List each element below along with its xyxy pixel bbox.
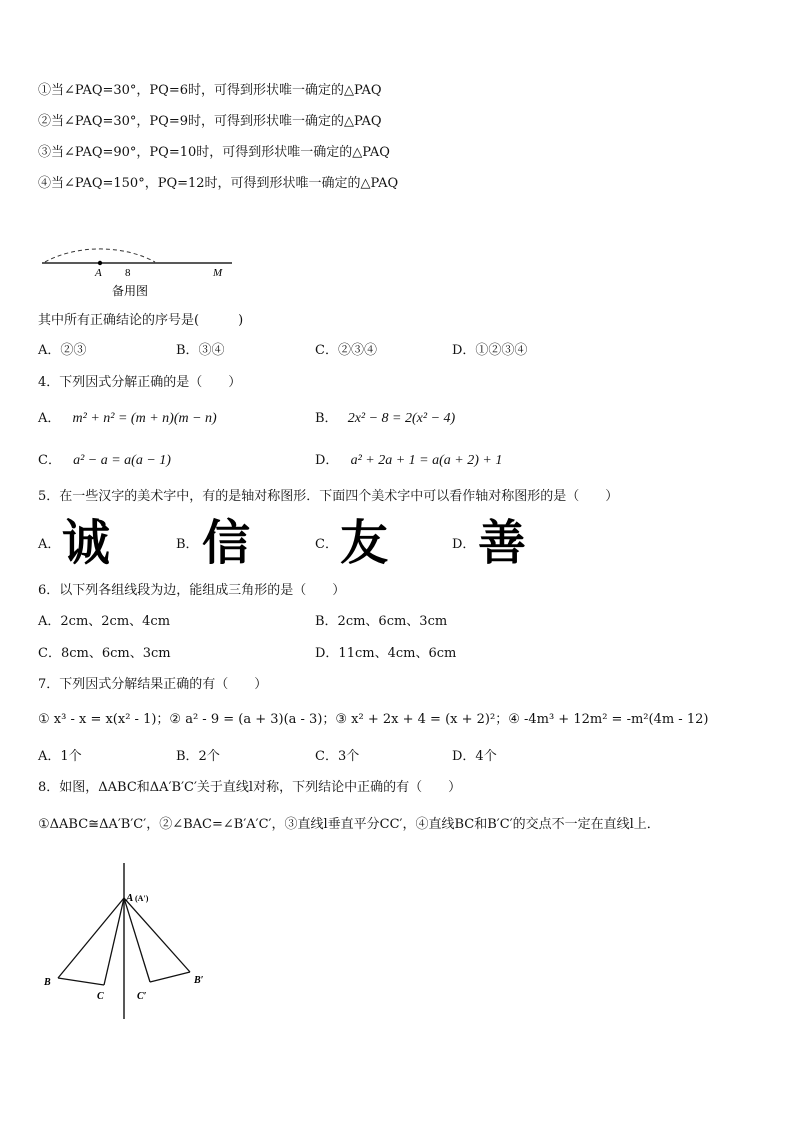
q5-option-d-label: D． [452,537,476,552]
q3-statement-2: ②当∠PAQ=30°，PQ=9时，可得到形状唯一确定的△PAQ [38,114,382,129]
q4-option-c-label: C． [38,453,61,468]
q5-option-b-label: B． [176,537,199,552]
q3-label-m: M [213,267,223,279]
q6-option-a: A．2cm、2cm、4cm [38,614,171,629]
q4-option-c-expr: a² − a = a(a − 1) [73,453,171,468]
q3-option-a: A．②③ [38,343,87,358]
q8-figure [30,855,230,1025]
q4-option-a-label: A． [38,411,61,426]
q8-segment-b2c2 [150,972,190,982]
q4-option-d [315,452,502,470]
q3-figure [30,200,250,302]
q5-option-a-char: 诚 [62,515,111,571]
q8-label-a2: (A′) [135,894,149,903]
q3-prompt: 其中所有正确结论的序号是( ) [38,313,244,328]
q4-option-c [38,452,171,470]
q8-segment-ac2 [124,898,150,982]
q4-option-d-label: D． [315,453,339,468]
q7-option-c: C．3个 [315,749,360,764]
q3-dashed-arc [45,249,155,262]
q8-label-c: C [97,991,104,1002]
q7-option-a: A．1个 [38,749,82,764]
q5-option-c-label: C． [315,537,338,552]
q6-option-b: B．2cm、6cm、3cm [315,614,448,629]
q3-option-d: D．①②③④ [452,343,528,358]
q4-option-a-expr: m² + n² = (m + n)(m − n) [72,411,217,426]
q3-statement-4: ④当∠PAQ=150°，PQ=12时，可得到形状唯一确定的△PAQ [38,176,399,191]
q3-label-a: A [95,267,102,279]
q3-option-b: B．③④ [176,343,225,358]
q5-stem: 5．在一些汉字的美术字中，有的是轴对称图形．下面四个美术字中可以看作轴对称图形的是（ ） [38,489,619,504]
q8-stem: 8．如图，ΔABC和ΔA′B′C′关于直线l对称，下列结论中正确的有（ ） [38,780,462,795]
q8-segment-ab [58,898,124,978]
q3-option-c: C．②③④ [315,343,377,358]
q8-conclusions: ①ΔABC≅ΔA′B′C′，②∠BAC=∠B′A′C′，③直线l垂直平分CC′，④直线BC和B′C′的交点不一定在直线l上． [38,817,660,832]
q6-option-d: D．11cm、4cm、6cm [315,646,457,661]
q4-option-b-expr: 2x² − 8 = 2(x² − 4) [347,411,456,426]
q5-option-d-char: 善 [478,515,527,571]
q8-label-b: B [44,977,51,988]
q3-statement-1: ①当∠PAQ=30°，PQ=6时，可得到形状唯一确定的△PAQ [38,83,382,98]
q6-stem: 6．以下列各组线段为边，能组成三角形的是（ ） [38,583,346,598]
q5-option-a-label: A． [38,537,61,552]
q3-statement-3: ③当∠PAQ=90°，PQ=10时，可得到形状唯一确定的△PAQ [38,145,390,160]
q8-label-c2: C′ [137,991,147,1002]
q7-stem: 7．下列因式分解结果正确的有（ ） [38,677,268,692]
q8-label-a: A [126,892,134,904]
q7-factorizations: ① x³ - x = x(x² - 1)；② a² - 9 = (a + 3)(a - 3)；③ x² + 2x + 4 = (x + 2)²；④ -4m³ + 12m² = -m²(4m - 12) [38,712,709,727]
q7-option-b: B．2个 [176,749,220,764]
q7-option-d: D．4个 [452,749,497,764]
q4-option-a [38,410,217,428]
q5-option-b-char: 信 [202,515,251,571]
q8-label-b2: B′ [194,975,204,986]
q5-option-c-char: 友 [340,515,389,571]
q4-option-d-expr: a² + 2a + 1 = a(a + 2) + 1 [350,453,503,468]
q3-caption: 备用图 [112,284,149,298]
q4-stem: 4．下列因式分解正确的是（ ） [38,375,242,390]
q8-segment-ab2 [124,898,190,972]
q4-option-b-label: B． [315,411,338,426]
q3-label-8: 8 [125,267,131,279]
q6-option-c: C．8cm、6cm、3cm [38,646,171,661]
q8-segment-bc [58,978,104,985]
q3-point-a [98,261,102,265]
q4-option-b [315,410,455,428]
